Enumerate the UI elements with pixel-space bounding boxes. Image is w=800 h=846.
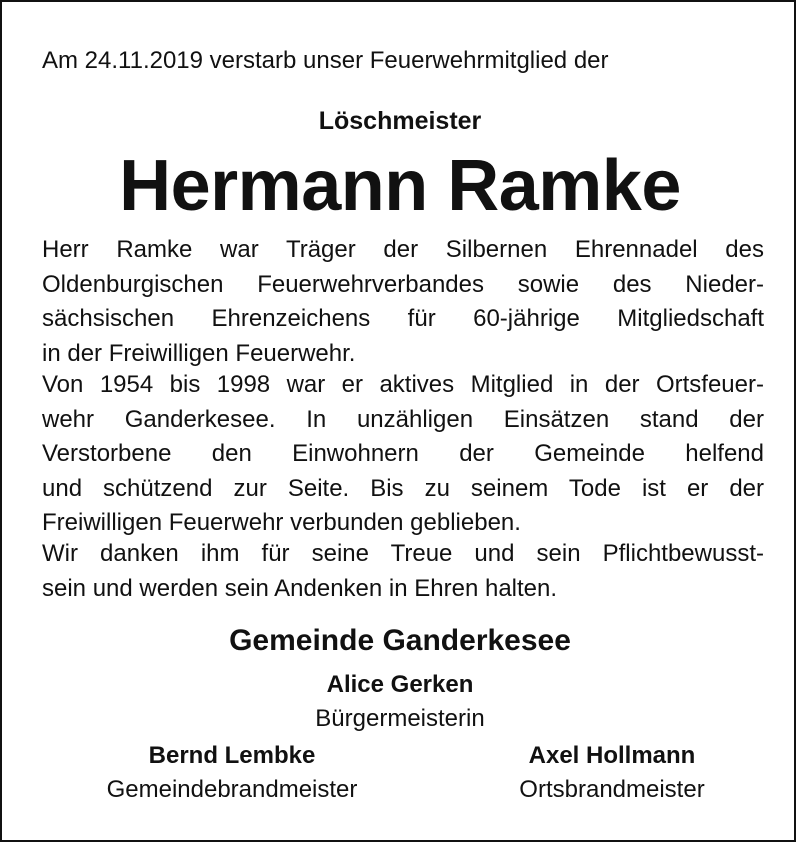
- text-line: in der Freiwilligen Feuerwehr.: [42, 339, 356, 367]
- signatory-title: Gemeindebrandmeister: [106, 776, 358, 803]
- text-line: sächsischen Ehrenzeichens für 60-jährige Mitgliedschaft: [42, 305, 764, 332]
- signatory-name: Axel Hollmann: [528, 742, 696, 769]
- signatory-municipal-fire-chief: [42, 741, 422, 805]
- signatory-title: Bürgermeisterin: [315, 705, 485, 732]
- text-line: wehr Ganderkesee. In unzähligen Einsätzen stand der: [42, 405, 764, 433]
- text-line: und schützend zur Seite. Bis zu seinem Tode ist er der: [42, 474, 764, 502]
- text-line: sein und werden sein Andenken in Ehren halten.: [42, 574, 558, 602]
- text-line: Herr Ramke war Träger der Silbernen Ehrennadel des: [42, 236, 764, 263]
- text-line: Oldenburgischen Feuerwehrverbandes sowie des Nieder-: [42, 270, 764, 298]
- organization-name: Gemeinde Ganderkesee: [229, 624, 571, 657]
- intro-line: Am 24.11.2019 verstarb unser Feuerwehrmitglied der: [42, 47, 609, 74]
- signatory-name: Alice Gerken: [326, 671, 474, 698]
- paragraph-thanks: [42, 537, 764, 606]
- signatory-name: Bernd Lembke: [148, 742, 316, 769]
- deceased-name: Hermann Ramke: [119, 146, 681, 226]
- text-line: Freiwilligen Feuerwehr verbunden geblieben.: [42, 509, 521, 536]
- text-line: Wir danken ihm für seine Treue und sein Pflichtbewusst-: [42, 540, 764, 567]
- paragraph-service: [42, 368, 764, 541]
- signatory-local-fire-chief: [422, 741, 800, 805]
- rank-title: Löschmeister: [318, 107, 482, 135]
- text-line: Von 1954 bis 1998 war er aktives Mitglied in der Ortsfeuer-: [42, 371, 764, 398]
- signatory-mayor: [2, 670, 798, 734]
- signatory-title: Ortsbrandmeister: [519, 776, 705, 803]
- text-line: Verstorbene den Einwohnern der Gemeinde helfend: [42, 440, 764, 467]
- paragraph-honors: [42, 233, 764, 371]
